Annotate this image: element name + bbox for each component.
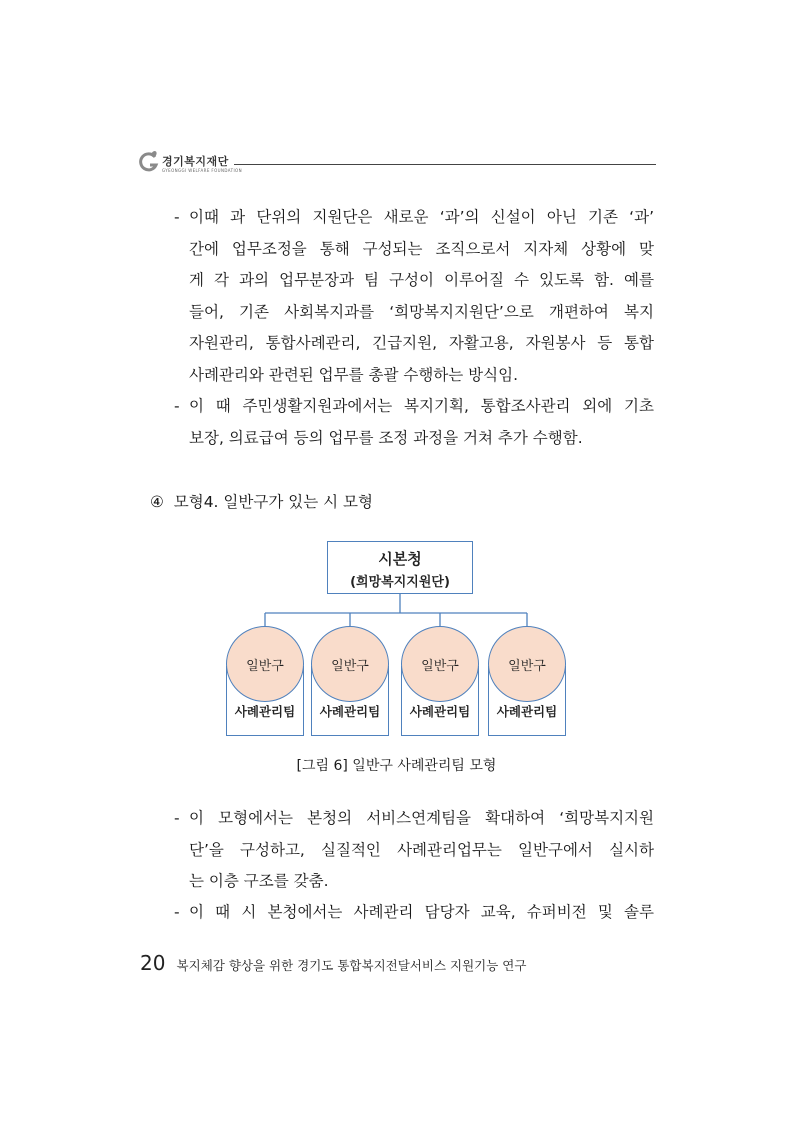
text-line: 게 각 과의 업무분장과 팀 구성이 이루어질 수 있도록 함. 예를	[189, 271, 654, 289]
page-footer	[140, 951, 526, 975]
district-unit	[311, 626, 389, 737]
running-header	[138, 147, 656, 177]
text-line: 단’을 구성하고, 실질적인 사례관리업무는 일반구에서 실시하	[189, 840, 654, 859]
text-line: 간에 업무조정을 통해 구성되는 조직으로서 지자체 상황에 맞	[189, 239, 654, 258]
text-line: 이 때 주민생활지원과에서는 복지기획, 통합조사관리 외에 기초	[189, 397, 654, 415]
bullet-dash: -	[174, 903, 180, 921]
text-line: 보장, 의료급여 등의 업무를 조정 과정을 거쳐 추가 수행함.	[189, 428, 583, 447]
foundation-logo-icon	[138, 150, 160, 174]
text-line: 사례관리와 관련된 업무를 총괄 수행하는 방식임.	[189, 365, 519, 384]
section-heading: ④ 모형4. 일반구가 있는 시 모형	[150, 493, 373, 511]
district-label: 일반구	[246, 659, 284, 674]
city-hall-box	[327, 541, 473, 594]
text-line: 자원관리, 통합사례관리, 긴급지원, 자활고용, 자원봉사 등 통합	[189, 334, 654, 352]
org-name: 경기복지재단	[162, 155, 229, 168]
bullet-dash: -	[174, 208, 180, 226]
header-rule	[234, 164, 656, 165]
team-label: 사례관리팀	[496, 704, 558, 719]
org-name-en: GYEONGGI WELFARE FOUNDATION	[162, 168, 242, 173]
district-label: 일반구	[508, 659, 546, 674]
team-label: 사례관리팀	[409, 704, 471, 719]
team-label: 사례관리팀	[319, 704, 381, 719]
text-line: 이 때 시 본청에서는 사례관리 담당자 교육, 슈퍼비전 및 솔루	[189, 903, 654, 921]
city-hall-title: 시본청	[378, 550, 422, 568]
district-label: 일반구	[331, 659, 369, 674]
district-unit	[488, 626, 566, 737]
team-label: 사례관리팀	[234, 704, 296, 719]
district-unit	[226, 626, 304, 737]
text-line: 는 이층 구조를 갖춤.	[189, 872, 329, 890]
text-line: 이때 과 단위의 지원단은 새로운 ‘과’의 신설이 아닌 기존 ‘과’	[189, 208, 654, 226]
district-label: 일반구	[421, 659, 459, 674]
page-number: 20	[140, 951, 166, 975]
bullet-dash: -	[174, 809, 180, 827]
district-unit	[401, 626, 479, 737]
text-line: 이 모형에서는 본청의 서비스연계팀을 확대하여 ‘희망복지지원	[189, 809, 654, 827]
text-line: 들어, 기존 사회복지과를 ‘희망복지지원단’으로 개편하여 복지	[189, 302, 654, 321]
figure-caption: [그림 6] 일반구 사례관리팀 모형	[296, 758, 497, 774]
city-hall-subtitle: (희망복지지원단)	[350, 575, 450, 590]
bullet-dash: -	[174, 397, 180, 415]
report-title: 복지체감 향상을 위한 경기도 통합복지전달서비스 지원기능 연구	[176, 958, 527, 973]
